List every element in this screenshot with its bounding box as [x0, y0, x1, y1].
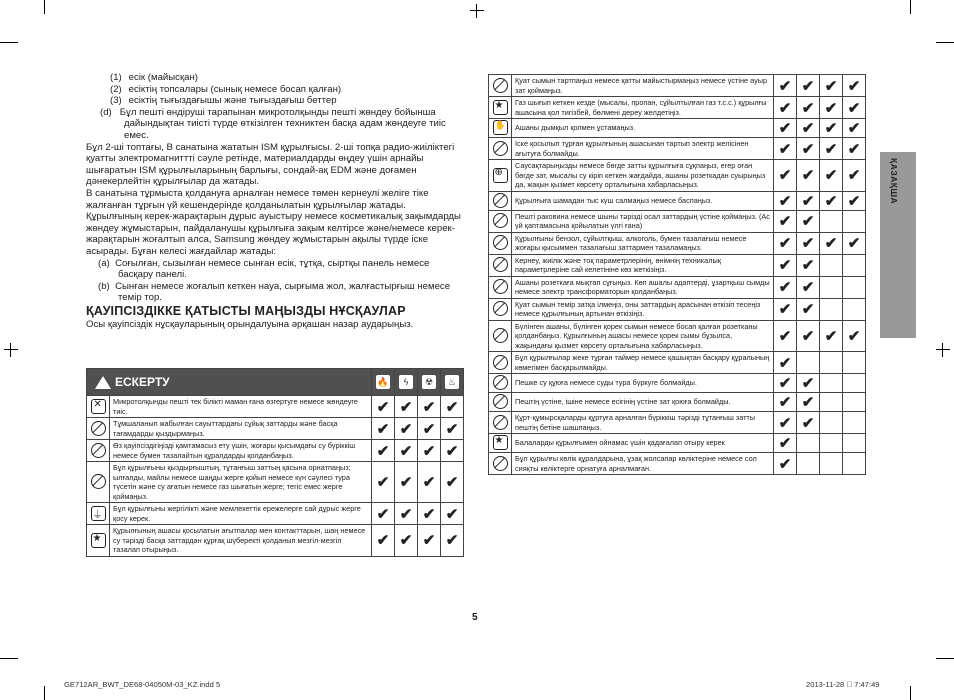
check-mark-icon: ✔ [797, 138, 820, 160]
table-row [87, 503, 464, 525]
check-mark-icon: ✔ [372, 396, 395, 418]
check-mark-icon: ✔ [774, 374, 797, 393]
check-mark-icon: ✔ [774, 320, 797, 352]
warning-triangle-icon [95, 376, 111, 389]
row-icon-cell [489, 254, 512, 276]
check-mark-icon: ✔ [774, 276, 797, 298]
check-mark-icon: ✔ [441, 503, 464, 525]
check-mark-icon: ✔ [820, 75, 843, 97]
row-icon-cell [489, 119, 512, 138]
footer-file: GE712AR_BWT_DE68-04050M-03_KZ.indd 5 [64, 680, 221, 689]
fire-icon: 🔥 [372, 369, 395, 396]
list-item: (3) есіктің тығыздағышы және тығыздағыш беттер [110, 95, 337, 107]
row-text: Бұл құрылғылар жеке тұрған таймер немесе қашықтан басқару құралының көмегімен басқарылмайды. [512, 352, 774, 374]
check-mark-icon: ✔ [774, 298, 797, 320]
table-row [489, 97, 866, 119]
check-mark-icon: ✔ [418, 525, 441, 557]
row-text: Құрылғының ашасы қосылатын ағытпалар мен контакттарын, шаң немесе су тәрізді басқа заттардан құрғақ шүберекті қолданып мезгіл-мезгіл тазалап отырыңыз. [110, 525, 372, 557]
check-mark-icon: ✔ [843, 320, 866, 352]
check-mark-icon: ✔ [797, 393, 820, 412]
row-icon-cell [489, 434, 512, 453]
crop-mark [44, 0, 45, 14]
row-text: Іске қосылып тұрған құрылғының ашасынан тартып электр желісінен ағытуға болмайды. [512, 138, 774, 160]
star-icon [91, 533, 106, 548]
check-mark-icon: ✔ [797, 160, 820, 192]
check-mark-icon: ✔ [797, 210, 820, 232]
burn-icon: ♨ [441, 369, 464, 396]
row-icon-cell [489, 453, 512, 475]
check-mark-icon: ✔ [774, 191, 797, 210]
check-mark-icon: ✔ [797, 232, 820, 254]
check-mark-icon: ✔ [843, 119, 866, 138]
check-mark-icon: ✔ [372, 503, 395, 525]
check-mark-icon: ✔ [395, 525, 418, 557]
check-mark-icon: ✔ [395, 462, 418, 503]
prohibited-icon [493, 394, 508, 409]
prohibited-icon [493, 375, 508, 390]
list-item-d: (d) Бұл пешті өндіруші тарапынан микротолқынды пешті жөндеу бойынша дайындықтан тиісті түрде өткізілген техниктен басқа адам жөндеуге тиіс емес. [100, 106, 446, 141]
check-mark-icon: ✔ [843, 138, 866, 160]
check-mark-icon: ✔ [774, 453, 797, 475]
row-icon-cell [489, 374, 512, 393]
row-text: Өз қауіпсіздігіңізді қамтамасыз ету үшін, жоғары қысымдағы су бүріккіш немесе бумен тазалайтын құралдарды қолданбаңыз. [110, 440, 372, 462]
check-mark-icon: ✔ [774, 97, 797, 119]
row-text: Бүлінген ашаны, бүлінген қорек сымын немесе босап қалған розетканы қолданбаңыз. Құрылғының ашасы немесе қорек сымы бұзылса, жақындағы қызмет көрсету орталығына хабарласыңыз. [512, 320, 774, 352]
row-icon-cell [489, 210, 512, 232]
check-mark-icon: ✔ [774, 352, 797, 374]
table-row [489, 191, 866, 210]
check-mark-icon: ✔ [797, 298, 820, 320]
ground-icon [91, 506, 106, 521]
list-item-a: (a) Соғылған, сызылған немесе сынған есік, тұтқа, сыртқы панель немесе басқару панелі. [98, 257, 430, 281]
prohibited-icon [493, 301, 508, 316]
row-text: Бұл құрылғыны қыздырғыштың, тұтанғыш заттың қасына орнатпаңыз; ылғалды, майлы немесе шаңды жерге қойып немесе күн сәулесі тура түсетін және су ағатын немесе газ шығатын жерге; тегіс емес жерге қоймаңыз. [110, 462, 372, 503]
table-row [489, 254, 866, 276]
empty-check-cell [820, 210, 843, 232]
check-mark-icon: ✔ [418, 418, 441, 440]
row-text: Бұл құрылғы көлік құралдарына, ұзақ жолсапар көліктеріне немесе сол сияқты көліктерге орнатуға арналмаған. [512, 453, 774, 475]
table-row [489, 374, 866, 393]
check-mark-icon: ✔ [797, 75, 820, 97]
prohibited-icon [493, 415, 508, 430]
check-mark-icon: ✔ [395, 503, 418, 525]
row-icon-cell [489, 320, 512, 352]
row-text: Пештің үстіне, ішіне немесе есігінің үстіне зат қоюға болмайды. [512, 393, 774, 412]
row-icon-cell [489, 232, 512, 254]
row-icon-cell [87, 396, 110, 418]
row-icon-cell [489, 298, 512, 320]
check-mark-icon: ✔ [820, 119, 843, 138]
star-icon [493, 435, 508, 450]
row-text: Қуат сымын тартпаңыз немесе қатты майыстырмаңыз немесе үстіне ауыр зат қоймаңыз. [512, 75, 774, 97]
left-column-text [86, 72, 464, 330]
table-row [489, 138, 866, 160]
row-icon-cell [489, 393, 512, 412]
prohibited-icon [493, 193, 508, 208]
check-mark-icon: ✔ [774, 434, 797, 453]
empty-check-cell [820, 434, 843, 453]
row-icon-cell [489, 276, 512, 298]
prohibited-icon [493, 141, 508, 156]
page-number: 5 [472, 612, 478, 623]
row-text: Қуат сымын темір затқа ілмеңіз, оны заттардың арасынан өткізіп тесеңіз немесе құрылғының артынан өткізіңіз. [512, 298, 774, 320]
language-side-tab: ҚАЗАҚША [880, 152, 916, 338]
row-icon-cell [489, 412, 512, 434]
list-item: (1) есік (майысқан) [110, 72, 199, 83]
empty-check-cell [797, 434, 820, 453]
plug-icon [493, 168, 508, 183]
section-heading: ҚАУІПСІЗДІККЕ ҚАТЫСТЫ МАҢЫЗДЫ НҰСҚАУЛАР [86, 303, 406, 318]
table-row [87, 440, 464, 462]
check-mark-icon: ✔ [418, 503, 441, 525]
radiation-icon: ☢ [418, 369, 441, 396]
check-mark-icon: ✔ [418, 440, 441, 462]
prohibited-icon [493, 235, 508, 250]
table-row [87, 396, 464, 418]
table-row [87, 525, 464, 557]
prohibited-icon [493, 257, 508, 272]
prohibited-icon [91, 474, 106, 489]
check-mark-icon: ✔ [395, 418, 418, 440]
check-mark-icon: ✔ [441, 462, 464, 503]
check-mark-icon: ✔ [820, 160, 843, 192]
empty-check-cell [797, 453, 820, 475]
prohibited-icon [493, 78, 508, 93]
intro-sentence: Осы қауіпсіздік нұсқауларының орындалуына әрқашан назар аударыңыз. [86, 318, 414, 330]
check-mark-icon: ✔ [441, 418, 464, 440]
check-mark-icon: ✔ [797, 97, 820, 119]
empty-check-cell [843, 254, 866, 276]
table-row [489, 393, 866, 412]
empty-check-cell [820, 352, 843, 374]
check-mark-icon: ✔ [797, 119, 820, 138]
check-mark-icon: ✔ [418, 396, 441, 418]
electric-shock-icon: ϟ [395, 369, 418, 396]
check-mark-icon: ✔ [797, 320, 820, 352]
prohibited-icon [493, 213, 508, 228]
check-mark-icon: ✔ [774, 160, 797, 192]
table-row [489, 119, 866, 138]
row-text: Балаларды құрылғымен ойнамас үшін қадағалап отыру керек [512, 434, 774, 453]
row-text: Саусақтарыңызды немесе бөгде затты құрылғыға сұқпаңыз, егер оған бөгде зат, мысалы су кіріп кеткен жағдайда, ашаны розеткадан суырыңыз да, жақын қызмет көрсету орталығына хабарласыңыз. [512, 160, 774, 192]
paragraph: Бұл 2-ші топтағы, B санатына жататын ISM құрылғысы. 2-ші топқа радио-жиіліктегі қуатты электромагниттті сәуле ретінде, материалдарды өңдеу үшін арнайы шығаратын ISM құрылғыларының барлығы, сондай-ақ EDM және доғамен дәнекерлейтін құрылғылар да жатады. [86, 141, 455, 188]
check-mark-icon: ✔ [820, 232, 843, 254]
safety-table-continued [488, 74, 866, 475]
check-mark-icon: ✔ [418, 462, 441, 503]
footer-date: 2013-11-28   7:47:49 [806, 680, 880, 689]
empty-check-cell [820, 276, 843, 298]
wet-hands-icon [493, 120, 508, 135]
table-row [489, 276, 866, 298]
list-item: (2) есіктің топсалары (сынық немесе босап қалған) [110, 83, 342, 95]
check-mark-icon: ✔ [797, 412, 820, 434]
star-icon [493, 100, 508, 115]
empty-check-cell [843, 453, 866, 475]
check-mark-icon: ✔ [395, 440, 418, 462]
table-row [87, 418, 464, 440]
empty-check-cell [843, 412, 866, 434]
check-mark-icon: ✔ [820, 320, 843, 352]
check-mark-icon: ✔ [774, 232, 797, 254]
crop-mark [936, 42, 954, 43]
row-text: Газ шығып кеткен кезде (мысалы, пропан, сұйылтылған газ т.с.с.) құрылғы ашасына қол тигізбей, бөлмені дереу желдетіңіз. [512, 97, 774, 119]
table-row [87, 462, 464, 503]
empty-check-cell [843, 210, 866, 232]
check-mark-icon: ✔ [395, 396, 418, 418]
row-icon-cell [489, 160, 512, 192]
empty-check-cell [820, 453, 843, 475]
row-icon-cell [489, 138, 512, 160]
check-mark-icon: ✔ [843, 232, 866, 254]
table-row [489, 412, 866, 434]
check-mark-icon: ✔ [774, 254, 797, 276]
check-mark-icon: ✔ [774, 210, 797, 232]
empty-check-cell [820, 374, 843, 393]
table-row [489, 434, 866, 453]
prohibited-icon [91, 443, 106, 458]
prohibited-icon [493, 355, 508, 370]
prohibited-icon [91, 421, 106, 436]
prohibited-icon [493, 328, 508, 343]
check-mark-icon: ✔ [774, 119, 797, 138]
table-row [489, 453, 866, 475]
check-mark-icon: ✔ [774, 138, 797, 160]
crop-mark [0, 658, 18, 659]
prohibited-icon [493, 279, 508, 294]
row-text: Микротолқынды пешті тек білікті маман ғана өзгертуге немесе жөндеуге тиіс. [110, 396, 372, 418]
row-icon-cell [87, 440, 110, 462]
check-mark-icon: ✔ [843, 160, 866, 192]
crop-mark [936, 658, 954, 659]
table-row [489, 232, 866, 254]
crop-mark [0, 42, 18, 43]
empty-check-cell [843, 374, 866, 393]
check-mark-icon: ✔ [441, 525, 464, 557]
check-mark-icon: ✔ [797, 254, 820, 276]
row-text: Ашаны дымқыл қолмен ұстамаңыз. [512, 119, 774, 138]
check-mark-icon: ✔ [843, 97, 866, 119]
check-mark-icon: ✔ [372, 462, 395, 503]
registration-mark [936, 343, 950, 357]
registration-mark [4, 343, 18, 357]
empty-check-cell [843, 298, 866, 320]
check-mark-icon: ✔ [372, 525, 395, 557]
row-icon-cell [87, 503, 110, 525]
table-row [489, 352, 866, 374]
empty-check-cell [820, 254, 843, 276]
table-row [489, 320, 866, 352]
empty-check-cell [843, 276, 866, 298]
crop-mark [910, 0, 911, 14]
row-text: Ашаны розеткаға мықтап сұғыңыз. Көп ашалы адаптерді, ұзартқыш сымды немесе электр трансформаторын қолданбаңыз. [512, 276, 774, 298]
table-row [489, 75, 866, 97]
check-mark-icon: ✔ [797, 374, 820, 393]
check-mark-icon: ✔ [797, 276, 820, 298]
empty-check-cell [843, 393, 866, 412]
check-mark-icon: ✔ [441, 396, 464, 418]
check-mark-icon: ✔ [774, 75, 797, 97]
crop-mark [44, 686, 45, 700]
check-mark-icon: ✔ [372, 418, 395, 440]
empty-check-cell [820, 393, 843, 412]
check-mark-icon: ✔ [441, 440, 464, 462]
empty-check-cell [820, 412, 843, 434]
row-icon-cell [87, 525, 110, 557]
paragraph: B санатына тұрмыста қолдануға арналған немесе төмен кернеулі желіге тіке жалғанған тұрғын үй кешендерінде қолданылатын құрылғылар жатады. [86, 187, 429, 211]
row-icon-cell [87, 418, 110, 440]
row-text: Пешті раковина немесе шыны тәрізді осал заттардың үстіне қоймаңыз. (Ас үй қаптамасына қойылатын үлгі ғана) [512, 210, 774, 232]
registration-mark [470, 4, 484, 18]
row-text: Тұмшаланып жабылған сауыттардағы сұйық заттарды және басқа тағамдарды қыздырмаңыз. [110, 418, 372, 440]
wrench-icon [91, 399, 106, 414]
check-mark-icon: ✔ [372, 440, 395, 462]
row-text: Бұл құрылғыны жергілікті және мемлекеттік ережелерге сай дұрыс жерге қосу керек. [110, 503, 372, 525]
row-text: Құрт-құмырсқаларды құртуға арналған бүріккіш тәрізді тұтанғыш затты пештің бетіне шашпаңыз. [512, 412, 774, 434]
row-text: Құрылғыға шамадан тыс күш салмаңыз немесе баспаңыз. [512, 191, 774, 210]
table-row [489, 160, 866, 192]
paragraph: Құрылғының керек-жарақтарын дұрыс ауыстыру немесе косметикалық зақымдарды жөндеу жұмыстарын, пайдаланушы құрылғыға зақым келтірсе және/немесе керек-жарақтарын жоғалтып алса, Samsung жөндеу жұмыстарын ақылы түрде іске асырады. Бұған келесі жағдайлар жатады: [86, 211, 461, 257]
table-row [489, 210, 866, 232]
check-mark-icon: ✔ [820, 191, 843, 210]
row-text: Құрылғыны бензол, сұйылтқыш, алкоголь, бумен тазалағыш немесе жоғары қысыммен тазалағыш заттармен тазаламаңыз. [512, 232, 774, 254]
check-mark-icon: ✔ [774, 412, 797, 434]
warning-table [86, 368, 464, 557]
check-mark-icon: ✔ [774, 393, 797, 412]
check-mark-icon: ✔ [843, 75, 866, 97]
row-text: Кернеу, жиілік және тоқ параметрлерінің, өнімнің техникалық параметрлеріне сай келетініне көз жеткізіңіз. [512, 254, 774, 276]
check-mark-icon: ✔ [843, 191, 866, 210]
empty-check-cell [820, 298, 843, 320]
prohibited-icon [493, 456, 508, 471]
row-icon-cell [489, 191, 512, 210]
warning-title: ЕСКЕРТУ [115, 374, 170, 389]
check-mark-icon: ✔ [797, 191, 820, 210]
empty-check-cell [843, 352, 866, 374]
row-text: Пешке су құюға немесе суды тура бүркуге болмайды. [512, 374, 774, 393]
row-icon-cell [489, 75, 512, 97]
empty-check-cell [843, 434, 866, 453]
row-icon-cell [489, 352, 512, 374]
row-icon-cell [87, 462, 110, 503]
list-item-b: (b) Сынған немесе жоғалып кеткен науа, сырғыма жол, жалғастырғыш немесе темір тор. [98, 280, 451, 304]
row-icon-cell [489, 97, 512, 119]
check-mark-icon: ✔ [820, 97, 843, 119]
check-mark-icon: ✔ [820, 138, 843, 160]
crop-mark [910, 686, 911, 700]
empty-check-cell [797, 352, 820, 374]
warning-header [87, 369, 372, 396]
table-row [489, 298, 866, 320]
